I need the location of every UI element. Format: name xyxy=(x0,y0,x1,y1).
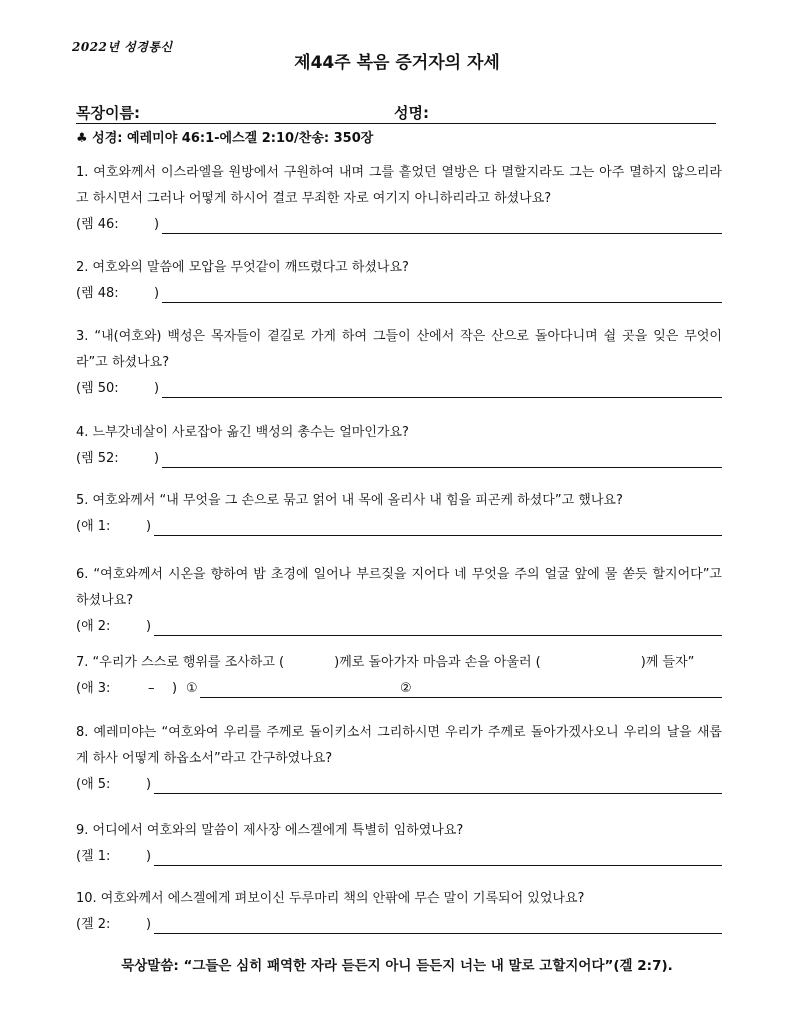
question-10 xyxy=(76,886,722,936)
question-4 xyxy=(76,420,722,470)
reference-close: ) xyxy=(146,849,152,864)
info-row xyxy=(76,102,716,124)
reference-close: ) xyxy=(154,451,160,466)
question-text-part-1: 7. “우리가 스스로 행위를 조사하고 ( xyxy=(76,655,285,670)
answer-row xyxy=(76,774,722,796)
reference-close: ) xyxy=(146,777,152,792)
question-text-part-2: )께로 돌아가자 마음과 손을 아울러 ( xyxy=(334,655,541,670)
answer-line[interactable] xyxy=(162,467,722,468)
answer-line[interactable] xyxy=(154,793,722,794)
question-6 xyxy=(76,562,722,638)
question-2 xyxy=(76,255,722,305)
reference-close: ) xyxy=(154,381,160,396)
question-text: 6. “여호와께서 시온을 향하여 밤 초경에 일어나 부르짖을 지어다 네 무엇을 주의 얼굴 앞에 물 쏟듯 할지어다”고 하셨나요? xyxy=(76,567,722,608)
reference: (렘 48: xyxy=(76,286,119,301)
answer-line[interactable] xyxy=(154,535,722,536)
question-7 xyxy=(76,650,722,700)
question-3 xyxy=(76,324,722,400)
header-note: 2022년 성경통신 xyxy=(72,40,173,54)
question-text: 1. 여호와께서 이스라엘을 원방에서 구원하여 내며 그를 흩었던 열방은 다 멸할지라도 그는 아주 멸하지 않으리라고 하시면서 그러나 어떻게 하시어 결코 무죄한 자로 여기지 아니하리라고 하셨나요? xyxy=(76,165,722,206)
scripture-line: ♣ 성경: 예레미야 46:1-에스겔 2:10/찬송: 350장 xyxy=(76,131,374,146)
answer-row xyxy=(76,846,722,868)
reference: (렘 50: xyxy=(76,381,119,396)
answer-mark-2: ② xyxy=(400,681,412,696)
reference: (애 5: xyxy=(76,777,111,792)
reference-close: ) xyxy=(172,681,178,696)
reference-close: ) xyxy=(146,519,152,534)
answer-row xyxy=(76,516,722,538)
page-title: 제44주 복음 증거자의 자세 xyxy=(294,53,500,73)
question-text xyxy=(76,650,722,676)
reference: (애 3: xyxy=(76,681,111,696)
question-5 xyxy=(76,488,722,538)
question-8 xyxy=(76,720,722,796)
reference: (렘 52: xyxy=(76,451,119,466)
question-text: 2. 여호와의 말씀에 모압을 무엇같이 깨뜨렸다고 하셨나요? xyxy=(76,260,409,275)
question-text: 3. “내(여호와) 백성은 목자들이 곁길로 가게 하여 그들이 산에서 작은 산으로 돌아다니며 쉴 곳을 잊은 무엇이라”고 하셨나요? xyxy=(76,329,722,370)
answer-row xyxy=(76,214,722,236)
question-text-part-3: )께 들자” xyxy=(640,655,695,670)
answer-line[interactable] xyxy=(154,933,722,934)
reference-close: ) xyxy=(146,619,152,634)
answer-line[interactable] xyxy=(154,635,722,636)
answer-row xyxy=(76,378,722,400)
question-1 xyxy=(76,160,722,236)
question-text: 9. 어디에서 여호와의 말씀이 제사장 에스겔에게 특별히 임하였나요? xyxy=(76,823,464,838)
reference: (애 2: xyxy=(76,619,111,634)
meditation-verse: 묵상말씀: “그들은 심히 패역한 자라 듣든지 아니 듣든지 너는 내 말로 고할지어다”(겔 2:7). xyxy=(121,958,673,974)
answer-row xyxy=(76,616,722,638)
reference-close: ) xyxy=(154,286,160,301)
name-label: 성명: xyxy=(394,104,429,122)
question-text: 8. 예레미야는 “여호와여 우리를 주께로 돌이키소서 그리하시면 우리가 주께로 돌아가겠사오니 우리의 날을 새롭게 하사 어떻게 하옵소서”라고 간구하였나요? xyxy=(76,725,722,766)
reference-dash: – xyxy=(148,681,155,696)
question-text: 4. 느부갓네살이 사로잡아 옮긴 백성의 총수는 얼마인가요? xyxy=(76,425,409,440)
info-underline xyxy=(76,123,716,124)
reference-close: ) xyxy=(146,917,152,932)
reference: (겔 2: xyxy=(76,917,111,932)
question-text: 10. 여호와께서 에스겔에게 펴보이신 두루마리 책의 안팎에 무슨 말이 기록되어 있었나요? xyxy=(76,891,585,906)
answer-row xyxy=(76,283,722,305)
reference-close: ) xyxy=(154,217,160,232)
answer-row xyxy=(76,448,722,470)
question-9 xyxy=(76,818,722,868)
answer-line[interactable] xyxy=(154,865,722,866)
answer-line[interactable] xyxy=(162,397,722,398)
question-text: 5. 여호와께서 “내 무엇을 그 손으로 묶고 얽어 내 목에 올리사 내 힘을 피곤케 하셨다”고 했나요? xyxy=(76,493,623,508)
answer-mark-1: ① xyxy=(186,681,198,696)
answer-row xyxy=(76,678,722,700)
reference: (렘 46: xyxy=(76,217,119,232)
answer-row xyxy=(76,914,722,936)
answer-line[interactable] xyxy=(162,233,722,234)
reference: (애 1: xyxy=(76,519,111,534)
answer-line[interactable] xyxy=(162,302,722,303)
answer-line[interactable] xyxy=(200,697,722,698)
reference: (겔 1: xyxy=(76,849,111,864)
pastor-group-label: 목장이름: xyxy=(76,104,140,122)
